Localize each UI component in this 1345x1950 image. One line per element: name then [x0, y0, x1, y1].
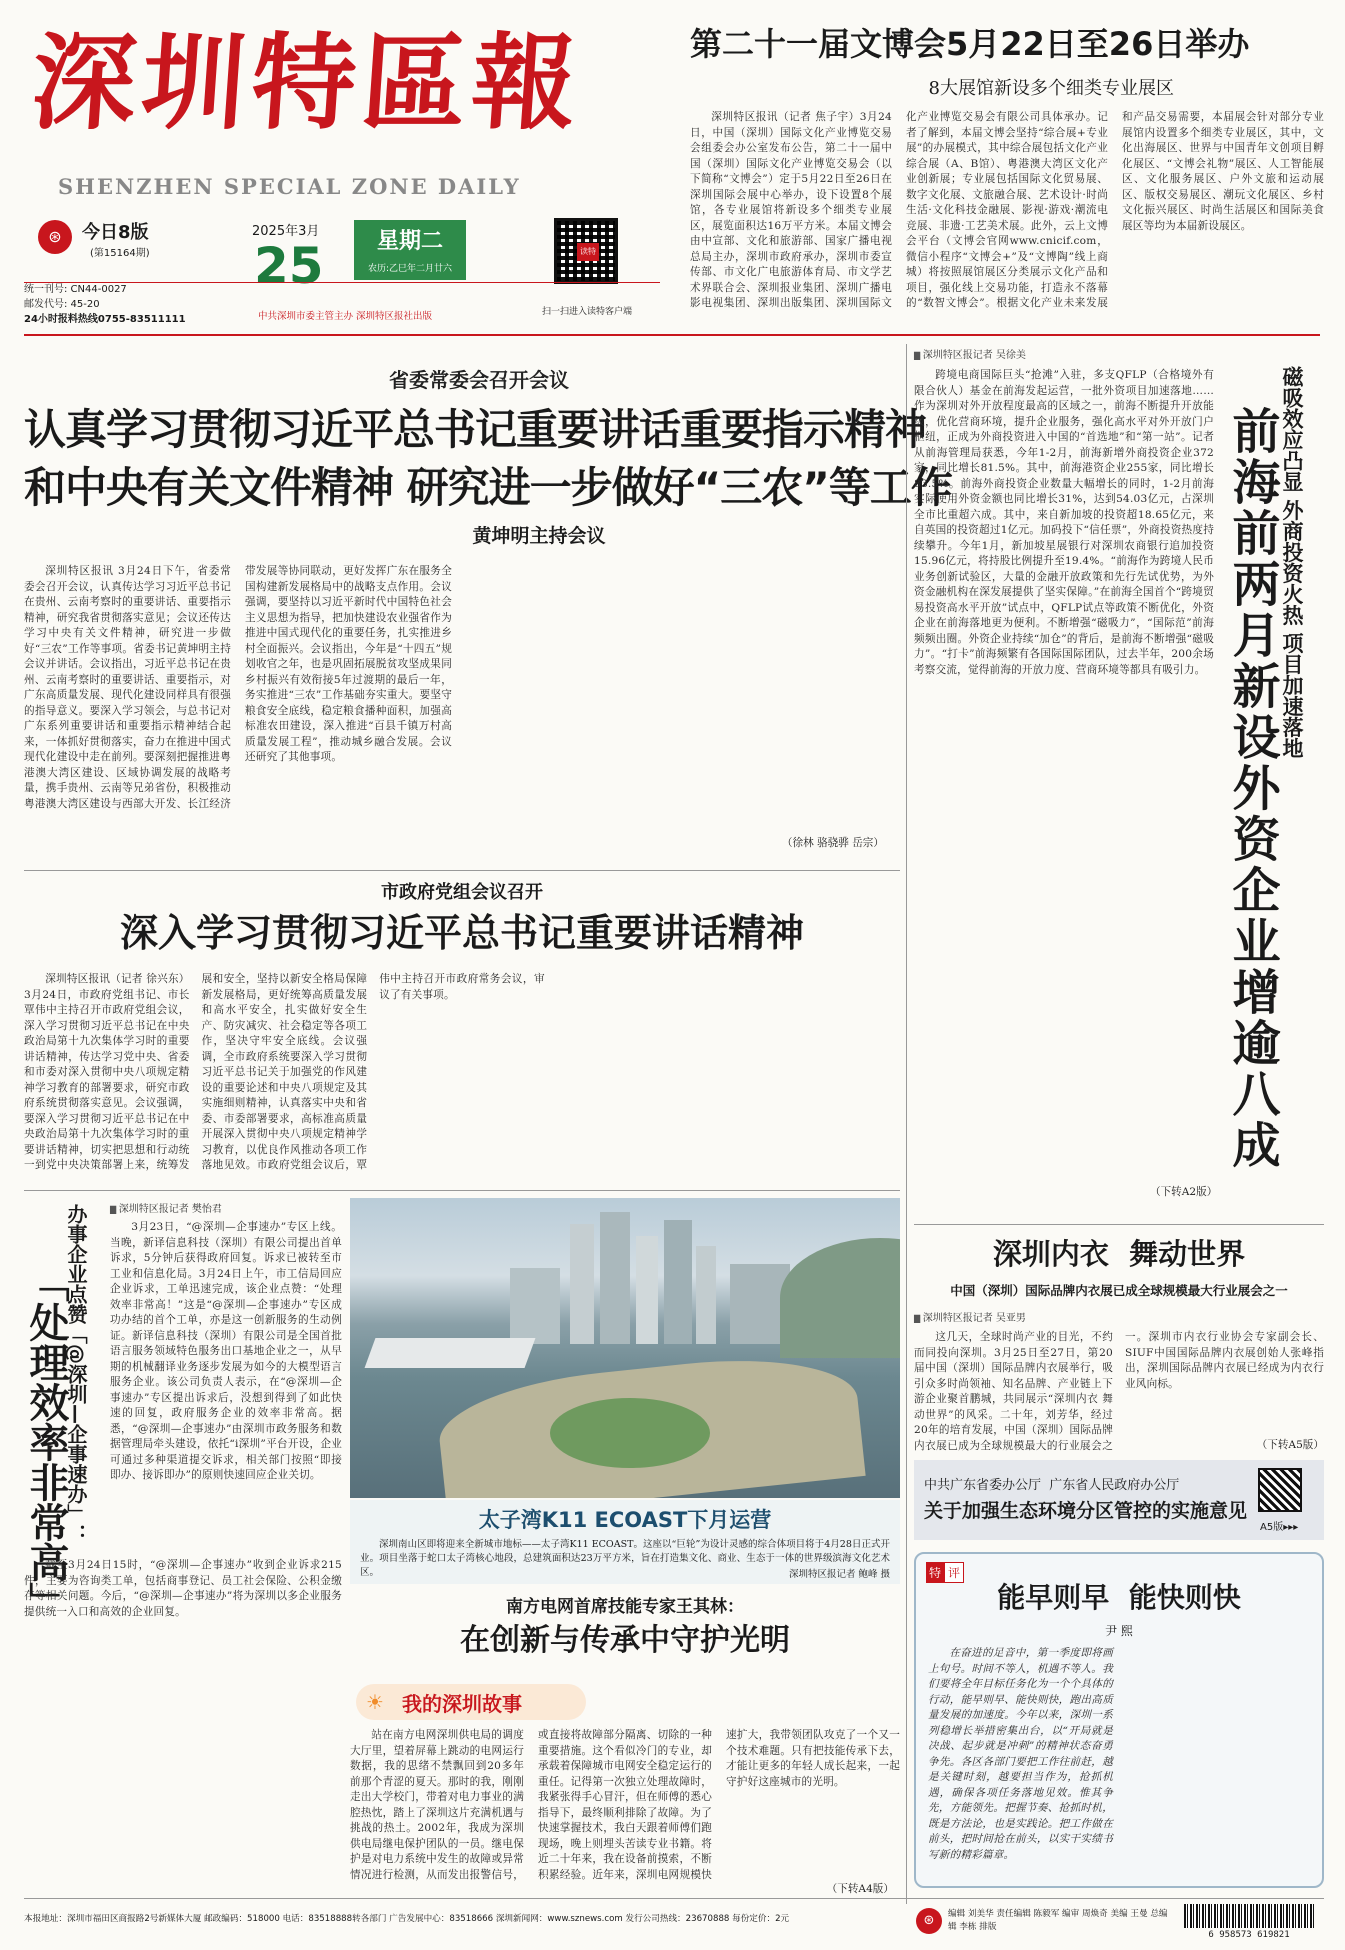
commentary-tag-2: 评: [944, 1562, 964, 1583]
fashion-story: [914, 1230, 1324, 1452]
lead-headline-1: 认真学习贯彻习近平总书记重要讲话重要指示精神: [24, 405, 927, 454]
commentary-tag-1: 特: [926, 1562, 944, 1583]
masthead-title: 深圳特區報: [27, 21, 587, 144]
lead-story: [24, 364, 952, 864]
footer: [24, 1904, 1324, 1944]
footer-logo-icon: ⊛: [916, 1908, 942, 1934]
ship-shape: [365, 1338, 536, 1368]
hill-shape: [780, 1238, 900, 1358]
date-prefix: 2025年3月: [252, 224, 320, 239]
photo-caption-title: 太子湾K11 ECOAST下月运营: [478, 1508, 772, 1532]
right-headline: 前海前两月新设外资企业增逾八成: [1224, 406, 1280, 1171]
tower-shape: [664, 1220, 692, 1344]
commentary-body: 在奋进的足音中，第一季度即将画上句号。时间不等人，机遇不等人。我们要将全年目标任务化为一个个具体的行动，能早则早、能快则快，跑出高质量发展的加速度。今年以来，深圳一系列稳增长举措密集出台，以“开局就是决战、起步就是冲刺”的精神状态奋勇争先。各区各部门要把工作往前赶，越是关键时刻，越要担当作为，抢抓机遇，确保各项任务落地见效。惟其争先，方能领先。把握节奏、抢抓时机，既是方法论，也是实践论。把工作做在前头，把时间抢在前头，以实干实绩书写新的精彩篇章。: [928, 1647, 1113, 1861]
tower-shape: [696, 1246, 716, 1344]
qr-caption: 扫一扫进入读特客户端: [542, 307, 633, 317]
right-jump: （下转A2版）: [1150, 1186, 1218, 1198]
lead-headline-2: 和中央有关文件精神 研究进一步做好“三农”等工作: [24, 463, 952, 512]
second-headline: 深入学习贯彻习近平总书记重要讲话精神: [119, 911, 804, 955]
notice-issuer: 中共广东省委办公厅 广东省人民政府办公厅: [924, 1478, 1180, 1493]
edition-logo-icon: ⊛: [38, 220, 72, 254]
barcode-icon: [1184, 1904, 1314, 1928]
qr-badge: 读特: [577, 243, 599, 261]
masthead-title-en: SHENZHEN SPECIAL ZONE DAILY: [58, 174, 521, 199]
tower-shape: [510, 1268, 560, 1344]
hotline: 24小时报料热线0755-83511111: [24, 314, 186, 325]
green-park-shape: [550, 1398, 710, 1468]
section-tag: [356, 1684, 586, 1720]
bottom-center-story: [350, 1592, 900, 1895]
fashion-jump: （下转A5版）: [1256, 1439, 1324, 1451]
commentary-box: [914, 1552, 1324, 1888]
left-extra: 截至3月24日15时，“@深圳—企事速办”收到企业诉求215件，主要为咨询类工单，包括商事登记、员工社会保险、公积金缴存等相关问题。今后，“@深圳—企事速办”将为深圳以多企业服务提供统一入口和高效的企业回复。: [24, 1559, 342, 1618]
commentary-author: 尹 熙: [1105, 1624, 1133, 1638]
left-body: 3月23日，“@深圳—企事速办”专区上线。当晚，新译信息科技（深圳）有限公司提出首单诉求，5分钟后获得政府回复。诉求已被转至市工业和信息化局。3月24日上午，市工信局回应企业诉求，工单迅速完成，该企业点赞：“处理效率非常高！”这是“@深圳—企事速办”专区成功办结的首个工单，亦是这一创新服务的生动例证。新译信息科技（深圳）有限公司是全国首批语言服务领域特色服务出口基地企业之一，从早期的机械翻译业务逐步发展为如今的大模型语言服务企业。该公司负责人表示，在“@深圳—企事速办”专区提出诉求后，没想到得到了如此快速的回复，政府服务企业的效率非常高。据悉，“@深圳—企事速办”由深圳市政务服务和数据管理局牵头建设，依托“i深圳”平台开设，企业可通过多种渠道提交诉求，相关部门按照“即接即办、接诉即办”的原则快速回应企业关切。: [110, 1221, 342, 1481]
cn-code: 统一刊号: CN44-0027: [24, 284, 127, 295]
lead-body: 深圳特区报讯 3月24日下午，省委常委会召开会议，认真传达学习习近平总书记在贵州、云南考察时的重要讲话、重要指示精神，研究我省贯彻落实意见；会议还传达学习中央有关文件精神，研究进一步做好“三农”工作等事项。省委书记黄坤明主持会议并讲话。会议指出，习近平总书记在贵州、云南考察时的重要讲话、重要指示，对广东高质量发展、现代化建设同样具有很强的指导意义。要深入学习领会，与总书记对广东系列重要讲话和重要指示精神结合起来，一体抓好贯彻落实，奋力在推进中国式现代化建设中走在前列。要深刻把握推进粤港澳大湾区建设、区域协调发展的战略考量，携手贵州、云南等兄弟省份，积极推动粤港澳大湾区建设与西部大开发、长江经济带发展等协同联动，更好发挥广东在服务全国构建新发展格局中的战略支点作用。会议强调，要坚持以习近平新时代中国特色社会主义思想为指导，把加快建设农业强省作为推进中国式现代化的重要任务，扎实推进乡村全面振兴。会议指出，今年是“十四五”规划收官之年，也是巩固拓展脱贫攻坚成果同乡村振兴有效衔接5年过渡期的最后一年，务实推进“三农”工作基础夯实重大。要坚守粮食安全底线，稳定粮食播种面积，加强高标准农田建设，深入推进“百县千镇万村高质量发展工程”，推动城乡融合发展。会议还研究了其他事项。: [24, 565, 452, 810]
photo-caption-text: 深圳南山区即将迎来全新城市地标——太子湾K11 ECOAST。这座以“巨轮”为设计灵感的综合体项目将于4月28日正式开业。项目坐落于蛇口太子湾核心地段，总建筑面积达23万平方米，旨在打造集文化、商业、生态于一体的世界级滨海文化艺术区。: [360, 1539, 890, 1578]
issue-number: (第15164期): [90, 248, 150, 259]
photo-caption: [350, 1500, 900, 1584]
masthead: [24, 14, 664, 325]
policy-notice[interactable]: [914, 1460, 1324, 1540]
bottom-headline: 在创新与传承中守护光明: [460, 1623, 790, 1658]
bottom-body: 站在南方电网深圳供电局的调度大厅里，望着屏幕上跳动的电网运行数据，我的思绪不禁飘回到20多年前那个青涩的夏天。那时的我，刚刚走出大学校门，带着对电力事业的满腔热忱，踏上了深圳这片充满机遇与挑战的热土。2002年，我成为深圳供电局继电保护团队的一员。继电保护是对电力系统中发生的故障或异常情况进行检测，从而发出报警信号，或直接将故障部分隔离、切除的一种重要措施。这个看似冷门的专业，却承载着保障城市电网安全稳定运行的重任。记得第一次独立处理故障时，我紧张得手心冒汗，但在师傅的悉心指导下，最终顺利排除了故障。为了快速掌握技术，我白天跟着师傅们跑现场，晚上则埋头苦读专业书籍。将近二十年来，我在设备前摸索，不断积累经验。近年来，深圳电网规模快速扩大，我带领团队攻克了一个又一个技术难题。只有把技能传承下去，才能让更多的年轻人成长起来，一起守护好这座城市的光明。: [350, 1729, 900, 1881]
fashion-reporter: ▇ 深圳特区报记者 吴亚男: [914, 1309, 1324, 1324]
right-column-story: [914, 346, 1326, 1208]
second-story: [24, 878, 900, 1178]
k11-photo: [350, 1198, 900, 1498]
sponsor-line: 中共深圳市委主管主办 深圳特区报社出版: [258, 311, 433, 322]
section-tag-label: 我的深圳故事: [402, 1692, 522, 1716]
edition-label: 今日8版: [82, 222, 149, 243]
tower-shape: [600, 1212, 630, 1344]
sun-icon: ☀: [366, 1690, 384, 1714]
bottom-jump: （下转A4版）: [826, 1883, 894, 1895]
right-kicker: 磁吸效应凸显 外商投资火热 项目加速落地: [1280, 366, 1304, 759]
bottom-kicker: 南方电网首席技能专家王其林：: [506, 1597, 744, 1617]
date-day: 25: [254, 237, 324, 295]
tower-shape: [570, 1224, 594, 1344]
photo-credit: 深圳特区报记者 鲍峰 摄: [788, 1569, 890, 1580]
qr-code-icon: [554, 218, 618, 284]
left-kicker: 办事企业点赞「@深圳—企事速办」：: [64, 1204, 88, 1544]
commentary-headline: 能早则早 能快则快: [997, 1581, 1241, 1614]
top-story-subhead: 8大展馆新设多个细类专业展区: [928, 78, 1174, 99]
lead-signature: （徐林 骆骁骅 岳宗）: [781, 837, 884, 849]
top-story: [690, 22, 1324, 322]
footer-address: 本报地址：深圳市福田区商报路2号新媒体大厦 邮政编码：518000 电话：83518888转各部门 广告发展中心：83518666 深圳新闻网：www.sznews.com 发行公司热线：23670888 每份定价：2元: [24, 1914, 790, 1924]
weekday: 星期二: [376, 229, 443, 254]
right-reporter: ▇ 深圳特区报记者 吴徐美: [914, 346, 1326, 361]
lunar-date: 农历:乙巳年二月廿六: [367, 264, 453, 274]
footer-staff: 编辑 刘美华 责任编辑 陈毅军 编审 周焕奇 美编 王曼 总编辑 李栋 排版: [948, 1909, 1168, 1932]
fashion-subhead: 中国（深圳）国际品牌内衣展已成全球规模最大行业展会之一: [950, 1283, 1288, 1298]
left-bottom-story: [24, 1198, 342, 1898]
top-story-headline: 第二十一届文博会5月22日至26日举办: [690, 25, 1250, 63]
post-code: 邮发代号: 45-20: [24, 299, 100, 310]
fashion-body: 这几天，全球时尚产业的目光，不约而同投向深圳。3月25日至27日，第20届中国（深圳）国际品牌内衣展举行，吸引众多时尚领袖、知名品牌、产业链上下游企业聚首鹏城，共同展示“深圳内衣 舞动世界”的风采。二十年，刘芳华，经过20年的培育发展，中国（深圳）国际品牌内衣展已成为全球规模最大的行业展会之一。深圳市内衣行业协会专家副会长、SIUF中国国际品牌内衣展创始人张峰指出，深圳国际品牌内衣展已经成为内衣行业风向标。: [914, 1331, 1324, 1452]
tower-shape: [636, 1236, 658, 1344]
second-body: 深圳特区报讯（记者 徐兴东）3月24日，市政府党组书记、市长覃伟中主持召开市政府党组会议，深入学习贯彻习近平总书记在中央政治局第十九次集体学习时的重要讲话精神，传达学习党中央、省委和市委对深入贯彻中央八项规定精神学习教育的部署要求，研究市政府系统贯彻落实意见。会议强调，要深入学习贯彻习近平总书记在中央政治局第十九次集体学习时的重要讲话精神，切实把思想和行动统一到党中央决策部署上来，统筹发展和安全，坚持以新安全格局保障新发展格局，更好统筹高质量发展和高水平安全，扎实做好安全生产、防灾减灾、社会稳定等各项工作，坚决守牢安全底线。会议强调，全市政府系统要深入学习贯彻习近平总书记关于加强党的作风建设的重要论述和中央八项规定及其实施细则精神，认真落实中央和省委、市委部署要求，高标准高质量开展深入贯彻中央八项规定精神学习教育，以优良作风推动各项工作落地见效。市政府党组会议后，覃伟中主持召开市政府常务会议，审议了有关事项。: [24, 973, 545, 1171]
notice-page-ref: A5版▸▸▸: [1260, 1522, 1299, 1533]
lead-byline: 黄坤明主持会议: [472, 525, 606, 547]
lead-kicker: 省委常委会召开会议: [389, 368, 569, 392]
fashion-headline: 深圳内衣 舞动世界: [992, 1237, 1246, 1271]
top-story-body: 深圳特区报讯（记者 焦子宇）3月24日，中国（深圳）国际文化产业博览交易会组委会办公室发布公告，第二十一届中国（深圳）国际文化产业博览交易会（以下简称“文博会”）定于5月22日至26日在深圳国际会展中心举办，设下设置8个展馆，各专业展馆将新设多个细类专业展区，展览面积达16万平方米。本届文博会由中宣部、文化和旅游部、国家广播电视总局主办，深圳市政府承办，深圳市委宣传部、市文化广电旅游体育局、市文学艺术界联合会、深圳报业集团、深圳广播电影电视集团、深圳出版集团、深圳国际文化产业博览交易会有限公司具体承办。记者了解到，本届文博会坚持“综合展+专业展”的办展模式，其中综合展包括文化产业综合展（A、B馆）、粤港澳大湾区文化产业创新展；专业展包括国际文化贸易展、数字文化展、文旅融合展、艺术设计·时尚生活·文化科技金融展、影视·游戏·潮流电竞展、非遗·工艺美术展。此外，云上文博会平台（文博会官网www.cnicif.com，微信小程序“文博会+”及“文博陶”线上商城）将按照展馆展区分类展示文化产品和项目，强化线上交易功能，打造永不落幕的“数智文博会”。根据文化产业未来发展和产品交易需要，本届展会针对部分专业展馆内设置多个细类专业展区，其中，文化出海展区、世界与中国青年文创项目孵化展区、“文博会礼物”展区、人工智能展区、文化服务展区、户外文旅和运动展区、版权交易展区、潮玩文化展区、乡村文化振兴展区、时尚生活展区和国际美食展区等均为本届新设展区。: [690, 111, 1324, 309]
notice-qr-icon: [1258, 1468, 1302, 1512]
notice-title: 关于加强生态环境分区管控的实施意见: [924, 1500, 1248, 1522]
barcode-number: 6 958573 619821: [1208, 1930, 1290, 1940]
right-body: 跨境电商国际巨头“抢滩”入驻，多支QFLP（合格境外有限合伙人）基金在前海发起运营，一批外资项目加速落地……作为深圳对外开放程度最高的区域之一，前海不断提升开放能级，优化营商环境，提升企业服务，强化高水平对外开放门户枢纽，正成为外商投资进入中国的“首选地”和“第一站”。记者从前海管理局获悉，今年1-2月，前海新增外商投资企业372家，同比增长81.5%。其中，前海港资企业255家，同比增长83.5%。前海外商投资企业数量大幅增长的同时，1-2月前海实际使用外资金额也同比增长31%，达到54.03亿元，占深圳全市比重超六成。其中，来自新加坡的投资超18.65亿元，来自英国的投资超过1亿元。加码投下“信任票”，外商投资热度持续攀升。今年1月，新加坡星展银行对深圳农商银行追加投资15.96亿元，将持股比例提升至19.4%。“前海作为跨境人民币业务创新试验区，大量的金融开放政策和先行先试优势，为外资金融机构在深发展提供了坚实保障。”在前海全国首个“跨境贸易投资高水平开放”试点中，QFLP试点等政策不断优化，外资企业在前海落地更为便利。不断增强“磁吸力”，“国际范”前海频频出圈。外资企业持续“加仓”的背后，是前海不断增强“磁吸力”。“打卡”前海频繁有各国际国际团队，过去半年，200余场考察交流，觉得前海的开放力度、营商环境等都具有吸引力。: [914, 369, 1214, 676]
weekday-box: [354, 220, 466, 280]
left-headline: 「处理效率非常高」: [23, 1262, 69, 1622]
second-kicker: 市政府党组会议召开: [381, 882, 543, 903]
left-reporter: ▇ 深圳特区报记者 樊怡君: [110, 1200, 222, 1215]
